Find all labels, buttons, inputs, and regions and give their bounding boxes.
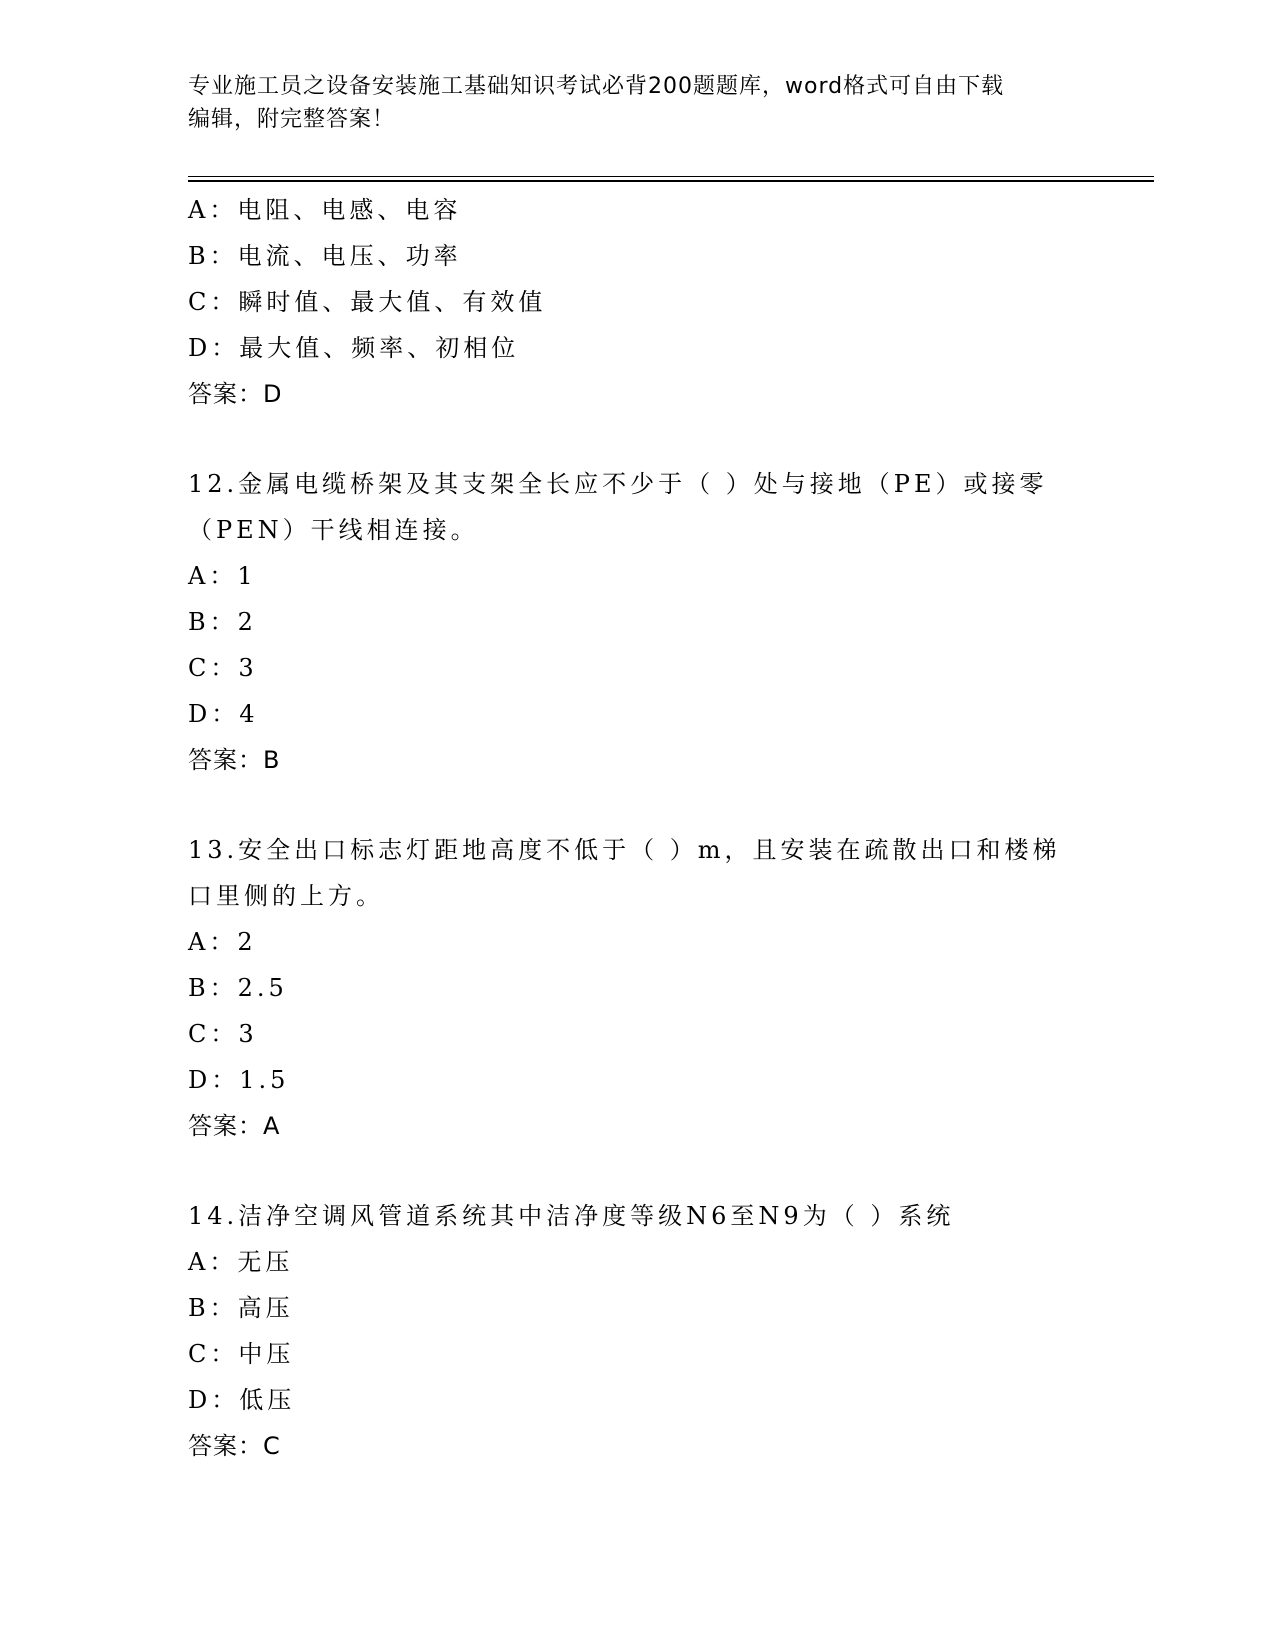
option-b: B：电流、电压、功率 (188, 242, 462, 270)
option-c: C：3 (188, 654, 258, 682)
question-text-line-2: （PEN）干线相连接。 (188, 516, 479, 544)
question-13 (188, 827, 1088, 1149)
question-list (188, 187, 1088, 1469)
question-text-line-1: 13.安全出口标志灯距地高度不低于（ ）m，且安装在疏散出口和楼梯 (188, 836, 1061, 864)
question-text-line-2: 口里侧的上方。 (188, 882, 384, 910)
option-a: A：无压 (188, 1248, 294, 1276)
answer: 答案：B (188, 746, 281, 774)
question-14 (188, 1193, 1088, 1469)
answer: 答案：D (188, 380, 283, 408)
option-d: D：最大值、频率、初相位 (188, 334, 520, 362)
option-a: A：电阻、电感、电容 (188, 196, 462, 224)
header-line-1: 专业施工员之设备安装施工基础知识考试必背200题题库，word格式可自由下载 (188, 74, 1005, 99)
option-d: D：1.5 (188, 1066, 290, 1094)
option-c: C：瞬时值、最大值、有效值 (188, 288, 547, 316)
header-rule-thin (188, 176, 1154, 177)
answer: 答案：C (188, 1432, 281, 1460)
option-b: B：2.5 (188, 974, 288, 1002)
option-c: C：3 (188, 1020, 258, 1048)
header-line-2: 编辑，附完整答案！ (188, 107, 396, 132)
question-text-line-1: 14.洁净空调风管道系统其中洁净度等级N6至N9为（ ）系统 (188, 1202, 955, 1230)
option-a: A：2 (188, 928, 257, 956)
option-b: B：2 (188, 608, 257, 636)
option-a: A：1 (188, 562, 257, 590)
option-d: D：低压 (188, 1386, 296, 1414)
header-rule-thick (188, 180, 1154, 182)
option-b: B：高压 (188, 1294, 294, 1322)
option-c: C：中压 (188, 1340, 295, 1368)
question-text-line-1: 12.金属电缆桥架及其支架全长应不少于（ ）处与接地（PE）或接零 (188, 470, 1048, 498)
question-12 (188, 461, 1088, 783)
document-header (188, 70, 1068, 136)
question-11 (188, 187, 1088, 417)
answer: 答案：A (188, 1112, 281, 1140)
option-d: D：4 (188, 700, 259, 728)
